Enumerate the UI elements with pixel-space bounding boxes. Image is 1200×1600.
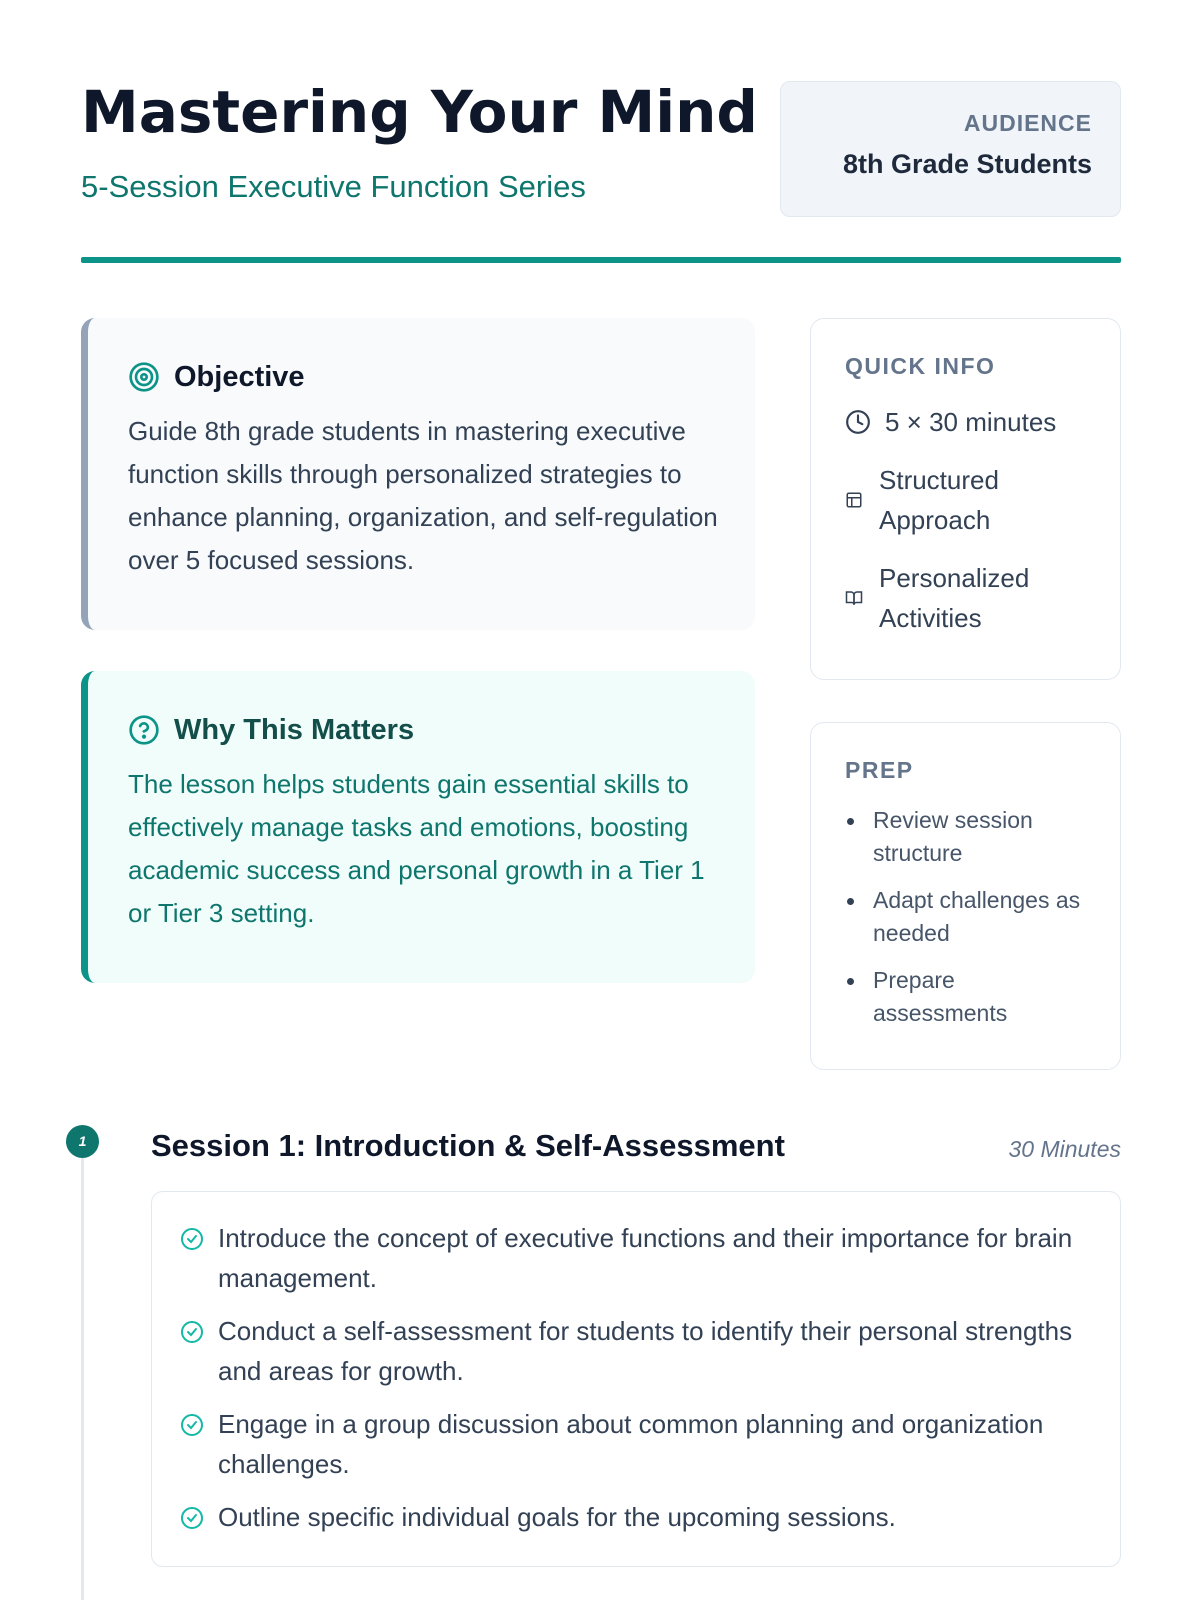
timeline-line bbox=[81, 1140, 84, 1600]
prep-item: Adapt challenges as needed bbox=[845, 884, 1085, 950]
prep-card bbox=[810, 722, 1121, 1070]
session-item-text: Engage in a group discussion about common planning and organization challenges. bbox=[218, 1409, 1044, 1479]
help-circle-icon bbox=[128, 714, 160, 746]
quick-info-card bbox=[810, 318, 1121, 680]
session-title: Session 1: Introduction & Self-Assessment bbox=[151, 1128, 785, 1163]
quick-info-item bbox=[845, 558, 1120, 638]
objective-text: Guide 8th grade students in mastering executive function skills through personalized strategies to enhance planning, organization, and self-regulation over 5 focused sessions. bbox=[128, 416, 718, 575]
why-text: The lesson helps students gain essential skills to effectively manage tasks and emotions, boosting academic success and personal growth in a Tier 1 or Tier 3 setting. bbox=[128, 769, 705, 928]
audience-value: 8th Grade Students bbox=[842, 149, 1092, 179]
quick-info-text: 5 × 30 minutes bbox=[885, 407, 1057, 437]
header-divider bbox=[81, 257, 1121, 263]
audience-card bbox=[780, 81, 1121, 217]
session-item bbox=[180, 1218, 1090, 1298]
session-item-text: Introduce the concept of executive functions and their importance for brain management. bbox=[218, 1223, 1073, 1293]
session-item bbox=[180, 1404, 1090, 1484]
why-title: Why This Matters bbox=[174, 713, 415, 746]
session-item bbox=[180, 1497, 1090, 1537]
audience-label: AUDIENCE bbox=[963, 110, 1092, 136]
page-subtitle: 5-Session Executive Function Series bbox=[81, 169, 586, 204]
session-duration: 30 Minutes bbox=[1008, 1136, 1121, 1162]
book-open-icon bbox=[845, 589, 863, 607]
prep-item: Review session structure bbox=[845, 804, 1085, 870]
session-number-badge: 1 bbox=[66, 1125, 99, 1158]
page-title: Mastering Your Mind bbox=[81, 78, 758, 146]
objective-title: Objective bbox=[174, 360, 305, 393]
why-card bbox=[81, 671, 755, 983]
objective-card bbox=[81, 318, 755, 630]
page-header bbox=[81, 78, 1120, 263]
quick-info-text: Structured Approach bbox=[879, 465, 999, 535]
quick-info-item bbox=[845, 460, 1120, 540]
prep-list bbox=[845, 804, 1120, 1030]
clock-icon bbox=[845, 409, 871, 435]
layout-icon bbox=[845, 491, 863, 509]
quick-info-item bbox=[845, 402, 1120, 442]
session-item bbox=[180, 1311, 1090, 1391]
check-circle-icon bbox=[180, 1413, 204, 1437]
prep-label: PREP bbox=[845, 757, 914, 783]
session-card bbox=[151, 1191, 1121, 1567]
session-item-text: Outline specific individual goals for the upcoming sessions. bbox=[218, 1502, 896, 1532]
quick-info-label: QUICK INFO bbox=[845, 353, 996, 379]
check-circle-icon bbox=[180, 1506, 204, 1530]
target-icon bbox=[128, 361, 160, 393]
check-circle-icon bbox=[180, 1227, 204, 1251]
quick-info-text: Personalized Activities bbox=[879, 563, 1030, 633]
check-circle-icon bbox=[180, 1320, 204, 1344]
prep-item: Prepare assessments bbox=[845, 964, 1085, 1030]
session-item-text: Conduct a self-assessment for students to identify their personal strengths and areas for growth. bbox=[218, 1316, 1073, 1386]
